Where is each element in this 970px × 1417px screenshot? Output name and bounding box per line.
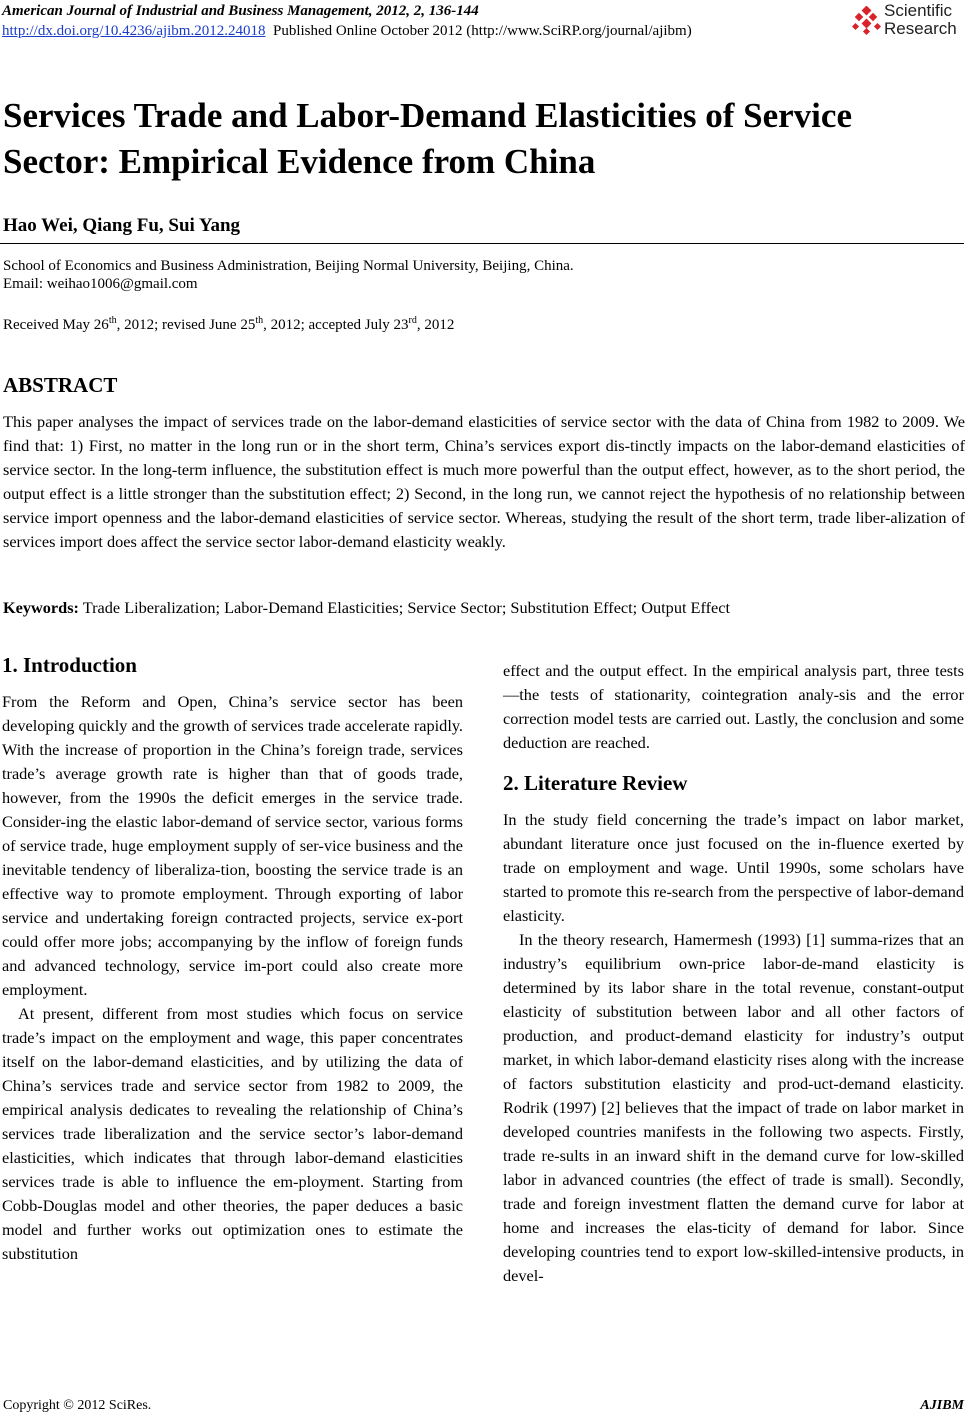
revised-sup: th <box>255 315 264 326</box>
section-1-paragraph-3: effect and the output effect. In the empirical analysis part, three tests—the tests of stationarity, cointegration analy-sis and the error correction model tests are carried out. Lastly, the conclusion and some deduction are reached. <box>503 661 964 752</box>
keywords-label: Keywords: <box>3 598 79 617</box>
received-dates <box>3 315 454 334</box>
footer-copyright: Copyright © 2012 SciRes. <box>3 1398 152 1413</box>
published-online: Published Online October 2012 (http://www.SciRP.org/journal/ajibm) <box>272 23 692 39</box>
received-sup: th <box>108 315 117 326</box>
authors: Hao Wei, Qiang Fu, Sui Yang <box>3 215 241 236</box>
journal-volume-pages: , 2012, 2, 136-144 <box>368 3 479 19</box>
publisher-logo <box>852 2 970 42</box>
section-1-paragraph-2: At present, different from most studies which focus on service trade’s impact on the employment and wage, this paper concentrates itself on the labor-demand elasticities, and by utilizing the data of China’s services trade and service sector from 1982 to 2009, the empirical analysis dedicates to revealing the relationship of China’s services trade liberalization and the service sector’s labor-demand elasticities, which indicates that through labor-demand elasticities services trade is able to influence the em-ployment. Starting from Cobb-Douglas model and other theories, the paper deduces a basic model and further works out optimization ones to estimate the substitution <box>2 1004 463 1263</box>
title-divider <box>0 243 964 244</box>
received-text: Received May 26 <box>3 317 109 333</box>
paper-title: Services Trade and Labor-Demand Elasticities of Service Sector: Empirical Evidence from China <box>3 96 852 181</box>
header-doi-line <box>2 23 692 40</box>
right-column <box>503 659 964 1288</box>
accepted-sup: rd <box>408 315 417 326</box>
journal-name: American Journal of Industrial and Business Management <box>2 3 369 19</box>
logo-line-1: Scientific <box>884 1 953 20</box>
abstract-text: This paper analyses the impact of services trade on the labor-demand elasticities of service sector with the data of China from 1982 to 2009. We find that: 1) First, no matter in the long run or in the short term, China’s services export dis-tinctly impacts on the labor-demand elasticities of service sector. In the long-term influence, the substitution effect is much more powerful than the output effect, however, as to the short period, the output effect is a little stronger than the substitution effect; 2) Second, in the long run, we cannot reject the hypothesis of no relationship between service import openness and the labor-demand elasticities of service sector. Whereas, studying the result of the short term, trade liber-alization of services import does affect the service sector labor-demand elasticity weakly. <box>3 412 965 551</box>
doi-link[interactable]: http://dx.doi.org/10.4236/ajibm.2012.24018 <box>2 23 266 39</box>
section-1-heading: 1. Introduction <box>2 653 137 677</box>
journal-header <box>2 3 479 20</box>
accepted-text: , 2012; accepted July 23 <box>263 317 409 333</box>
logo-line-2: Research <box>884 19 957 38</box>
keywords <box>3 598 965 618</box>
section-2-heading: 2. Literature Review <box>503 771 688 795</box>
accepted-year: , 2012 <box>416 317 455 333</box>
logo-mark-icon <box>852 6 882 36</box>
affiliation: School of Economics and Business Administration, Beijing Normal University, Beijing, China. <box>3 258 574 274</box>
author-email: Email: weihao1006@gmail.com <box>3 276 198 292</box>
left-column <box>2 653 463 1266</box>
abstract-heading: ABSTRACT <box>3 373 118 397</box>
logo-wordmark <box>884 2 957 38</box>
section-1-paragraph-1: From the Reform and Open, China’s service sector has been developing quickly and the growth of services trade accelerate rapidly. With the increase of proportion in the China’s foreign trade, services trade’s average growth rate is higher than that of goods trade, however, from the 1990s the deficit emerges in the service trade. Consider-ing the elastic labor-demand of service sector, various forms of service trade, huge employment supply of ser-vice business and the inevitable tendency of liberaliza-tion, boosting the service trade is an effective way to promote employment. Through exporting of labor service and undertaking foreign contracted projects, service ex-port could offer more jobs; accompanying by the inflow of foreign funds and advanced technology, service im-port could also create more employment. <box>2 692 463 999</box>
keywords-list: Trade Liberalization; Labor-Demand Elasticities; Service Sector; Substitution Effect; Output Effect <box>78 598 731 617</box>
footer-journal-abbr: AJIBM <box>920 1398 964 1413</box>
section-2-paragraph-2: In the theory research, Hamermesh (1993) [1] summa-rizes that an industry’s equilibrium own-price labor-de-mand elasticity is determined by its labor share in the total revenue, constant-output elasticity of substitution between labor and all other factors of production, and product-demand elasticity for industry’s output market, in which labor-demand elasticity rises along with the increase of factors substitution elasticity and prod-uct-demand elasticity. Rodrik (1997) [2] believes that the impact of trade on labor market in developed countries manifests in the following two aspects. Firstly, trade re-sults in an inward shift in the demand curve for low-skilled labor in advanced countries (the effect of trade is small). Secondly, trade and foreign investment flatten the demand curve for labor at home and increases the elas-ticity of demand for labor. Since developing countries tend to export low-skilled-intensive products, in devel- <box>503 930 964 1285</box>
section-2-paragraph-1: In the study field concerning the trade’s impact on labor market, abundant literature once just focused on the in-fluence exerted by trade on employment and wage. Until 1990s, some scholars have started to promote this re-search from the perspective of labor-demand elasticity. <box>503 810 964 925</box>
revised-text: , 2012; revised June 25 <box>116 317 256 333</box>
